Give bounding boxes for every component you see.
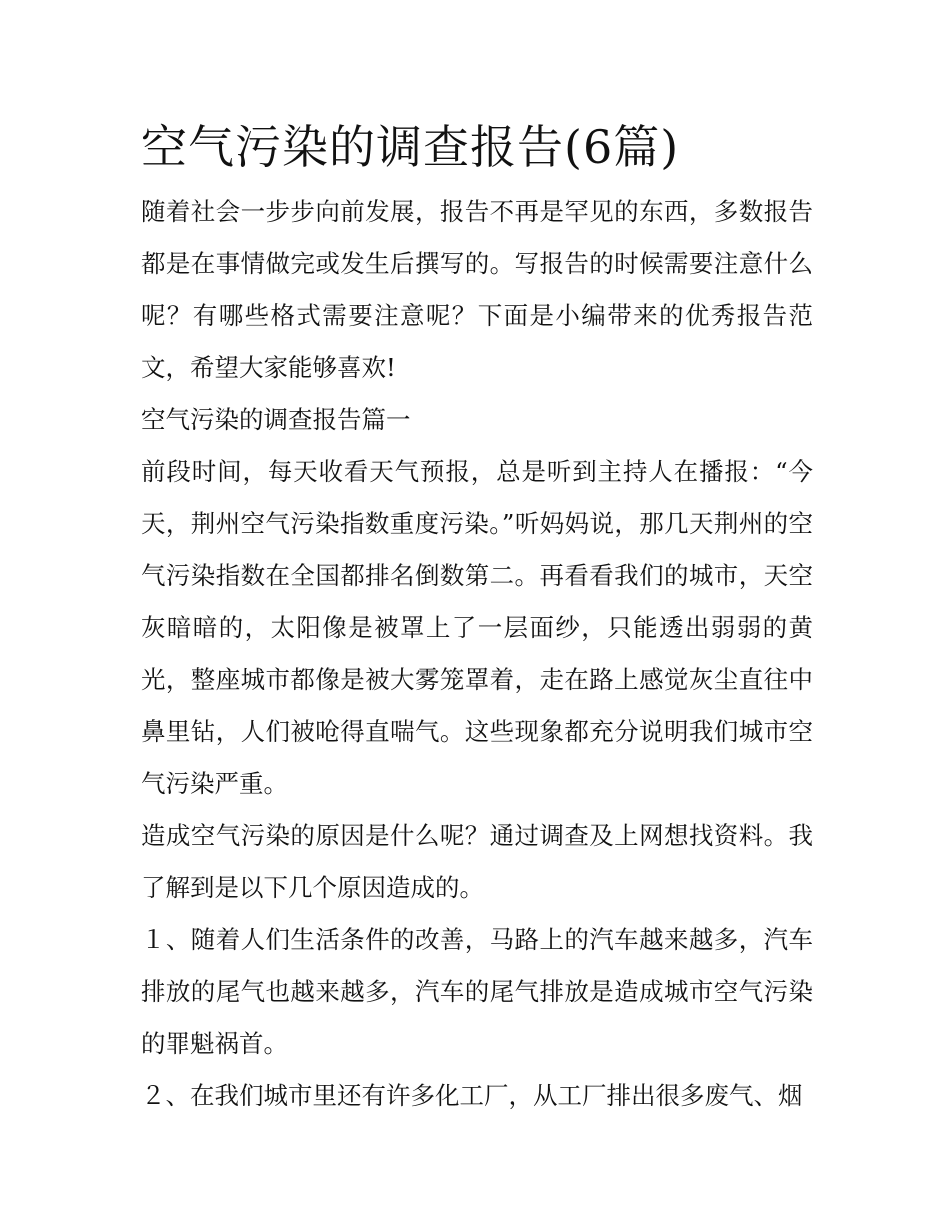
- body-paragraph: 造成空气污染的原因是什么呢？通过调查及上网想找资料。我了解到是以下几个原因造成的。: [141, 821, 813, 902]
- document-page: [141, 108, 813, 1122]
- document-title: 空气污染的调查报告(6篇): [141, 120, 680, 174]
- list-item-paragraph: １、随着人们生活条件的改善，马路上的汽车越来越多，汽车排放的尾气也越来越多，汽车的尾气排放是造成城市空气污染的罪魁祸首。: [141, 925, 813, 1058]
- list-item-paragraph: ２、在我们城市里还有许多化工厂，从工厂排出很多废气、烟: [141, 1081, 803, 1110]
- intro-paragraph: 随着社会一步步向前发展，报告不再是罕见的东西，多数报告都是在事情做完或发生后撰写的。写报告的时候需要注意什么呢？有哪些格式需要注意呢？下面是小编带来的优秀报告范文，希望大家能够喜欢!: [141, 197, 813, 382]
- section-heading: 空气污染的调查报告篇一: [141, 405, 411, 434]
- body-paragraph: 前段时间，每天收看天气预报，总是听到主持人在播报：“今天，荆州空气污染指数重度污染。”听妈妈说，那几天荆州的空气污染指数在全国都排名倒数第二。再看看我们的城市，天空灰暗暗的，太阳像是被罩上了一层面纱，只能透出弱弱的黄光，整座城市都像是被大雾笼罩着，走在路上感觉灰尘直往中鼻里钻，人们被呛得直喘气。这些现象都充分说明我们城市空气污染严重。: [141, 457, 813, 798]
